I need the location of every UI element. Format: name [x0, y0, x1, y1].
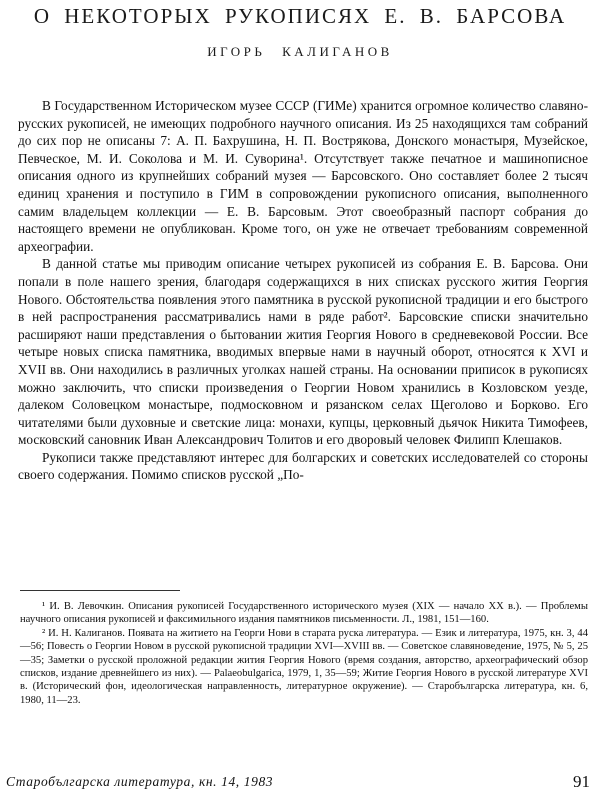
body-paragraph: В Государственном Историческом музее СССР (ГИМе) хранится огромное количество славяно-русских рукописей, не имеющих подробного научного описания. Из 25 находящихся там собраний до сих пор не описаны 7: А. П. Бахрушина, Н. П. Вострякова, Донского монастыря, Музейское, Певческое, М. И. Соколова и М. И. Суворина¹. Отсутствует также печатное и машинописное описания одного из крупнейших собраний музея — Барсовского. Оно составляет более 2 тысяч единиц хранения и поступило в ГИМ в сопровождении рукописного описания, выполненного самим владельцем коллекции — Е. В. Барсовым. Этот своеобразный паспорт собрания до настоящего времени не опубликован. Кроме того, он уже не отвечает требованиям современной археографии. [18, 98, 588, 254]
journal-citation: Старобългарска литература, кн. 14, 1983 [6, 774, 274, 789]
page-number: 91 [573, 772, 590, 791]
article-body [18, 97, 588, 484]
article-title: О НЕКОТОРЫХ РУКОПИСЯХ Е. В. БАРСОВА [33, 4, 567, 28]
footnote: ² И. Н. Калиганов. Появата на житието на Георги Нови в старата руска литература. — Език и литература, 1975, кн. 3, 44—56; Повесть о Георгии Новом в русской рукописной традиции XVI—XVIII вв. — Советское славяноведение, 1975, № 5, 25—35; Заметки о русской проложной редакции жития Георгия Нового (время создания, авторство, археографический обзор списков, издание древнейшего из них). — Palaeobulgarica, 1979, 1, 35—59; Житие Георгия Нового в русской литературе XVI в. (Исторический фон, идеологическая направленность, литературное окружение). — Старобългарска литература, кн. 6, 1980, 11—23. [20, 627, 588, 706]
article-author: ИГОРЬ КАЛИГАНОВ [207, 44, 393, 59]
footnote-separator [20, 590, 180, 591]
body-paragraph: В данной статье мы приводим описание четырех рукописей из собрания Е. В. Барсова. Они попали в поле нашего зрения, благодаря содержащихся в них списках русского жития Георгия Нового. Обстоятельства появления этого памятника в русской рукописной традиции и его быстрого в ней распространения рассматривались нами в ряде работ². Барсовские списки значительно расширяют наши представления о бытовании жития Георгия Нового в средневековой России. Все четыре новых списка памятника, вводимых впервые нами в научный оборот, относятся к XVI и XVII вв. Они находились в различных уголках нашей страны. На основании приписок в рукописях можно заключить, что списки произведения о Георгии Новом хранились в Козловском уезде, далеком Соловецком монастыре, подмосковном и рязанском селах Щеголово и Борково. Его читателями были духовные и светские лица: монахи, купцы, церковный дьячок Никита Тимофеев, московский сановник Иван Александрович Толитов и его дворовый человек Филипп Клешаков. [18, 256, 588, 448]
body-paragraph: Рукописи также представляют интерес для болгарских и советских исследователей со стороны своего содержания. Помимо списков русской „По- [18, 449, 588, 483]
page-footer [6, 774, 594, 794]
footnote: ¹ И. В. Левочкин. Описания рукописей Государственного исторического музея (XIX — начало XX в.). — Проблемы научного описания рукописей и факсимильного издания памятников письменности. Л., 1981, 151—160. [20, 601, 588, 626]
footnotes [20, 600, 588, 707]
